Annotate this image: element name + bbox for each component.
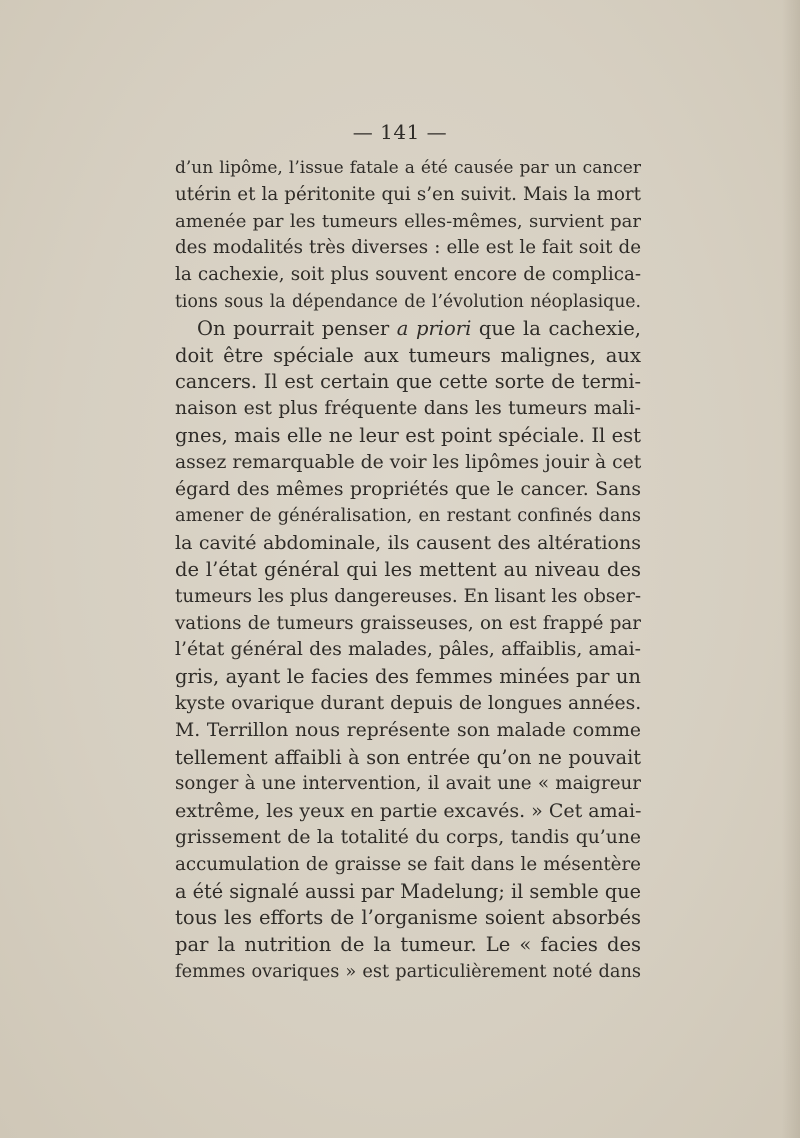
text-line: femmes ovariques » est particulièrement noté dans	[175, 961, 641, 982]
text-line: amener de généralisation, en restant confinés dans	[175, 506, 641, 527]
page-number: — 141 —	[352, 120, 448, 144]
text-line: la cachexie, soit plus souvent encore de complica-	[175, 264, 641, 286]
text-line: la cavité abdominale, ils causent des altérations	[175, 532, 641, 555]
text-line: tions sous la dépendance de l’évolution néoplasique.	[175, 291, 641, 312]
text-line: par la nutrition de la tumeur. Le « facies des	[175, 933, 641, 957]
text-line: amenée par les tumeurs elles-mêmes, survient par	[175, 210, 641, 232]
text-line: gris, ayant le facies des femmes minées par un	[175, 665, 641, 689]
page-edge-shadow	[782, 0, 800, 1138]
text-line: d’un lipôme, l’issue fatale a été causée par un cancer	[175, 158, 641, 178]
text-line: de l’état général qui les mettent au niveau des	[175, 557, 641, 581]
text-line: égard des mêmes propriétés que le cancer. Sans	[175, 478, 641, 500]
text-line: songer à une intervention, il avait une « maigreur	[175, 773, 641, 795]
text-line: grissement de la totalité du corps, tandis qu’une	[175, 826, 641, 848]
text-line: extrême, les yeux en partie excavés. » Cet amai-	[175, 800, 642, 823]
text-line: cancers. Il est certain que cette sorte de termi-	[175, 370, 641, 394]
text-line: vations de tumeurs graisseuses, on est frappé par	[175, 612, 641, 634]
italic-phrase: a priori	[396, 316, 472, 340]
text-line: gnes, mais elle ne leur est point spéciale. Il est	[175, 423, 641, 447]
text-line: accumulation de graisse se fait dans le mésentère	[175, 853, 641, 875]
text-line: tous les efforts de l’organisme soient absorbés	[175, 906, 641, 930]
text-line: a été signalé aussi par Madelung; il semble que	[175, 879, 642, 903]
text-line: kyste ovarique durant depuis de longues années.	[175, 692, 642, 714]
text-line: tellement affaibli à son entrée qu’on ne pouvait	[175, 745, 641, 769]
body-text	[175, 155, 641, 986]
text-line: tumeurs les plus dangereuses. En lisant les obser-	[175, 585, 641, 607]
text-line: assez remarquable de voir les lipômes jouir à cet	[175, 451, 642, 473]
text-line: des modalités très diverses : elle est le fait soit de	[175, 237, 641, 259]
text-line: l’état général des malades, pâles, affaiblis, amai-	[175, 639, 641, 661]
text-line: M. Terrillon nous représente son malade comme	[175, 719, 641, 741]
text-line: On pourrait penser a priori que la cachexie,	[197, 316, 641, 340]
text-line: naison est plus fréquente dans les tumeurs mali-	[175, 398, 641, 420]
text-line: doit être spéciale aux tumeurs malignes, aux	[175, 343, 641, 367]
text-line: utérin et la péritonite qui s’en suivit. Mais la mort	[175, 183, 641, 205]
